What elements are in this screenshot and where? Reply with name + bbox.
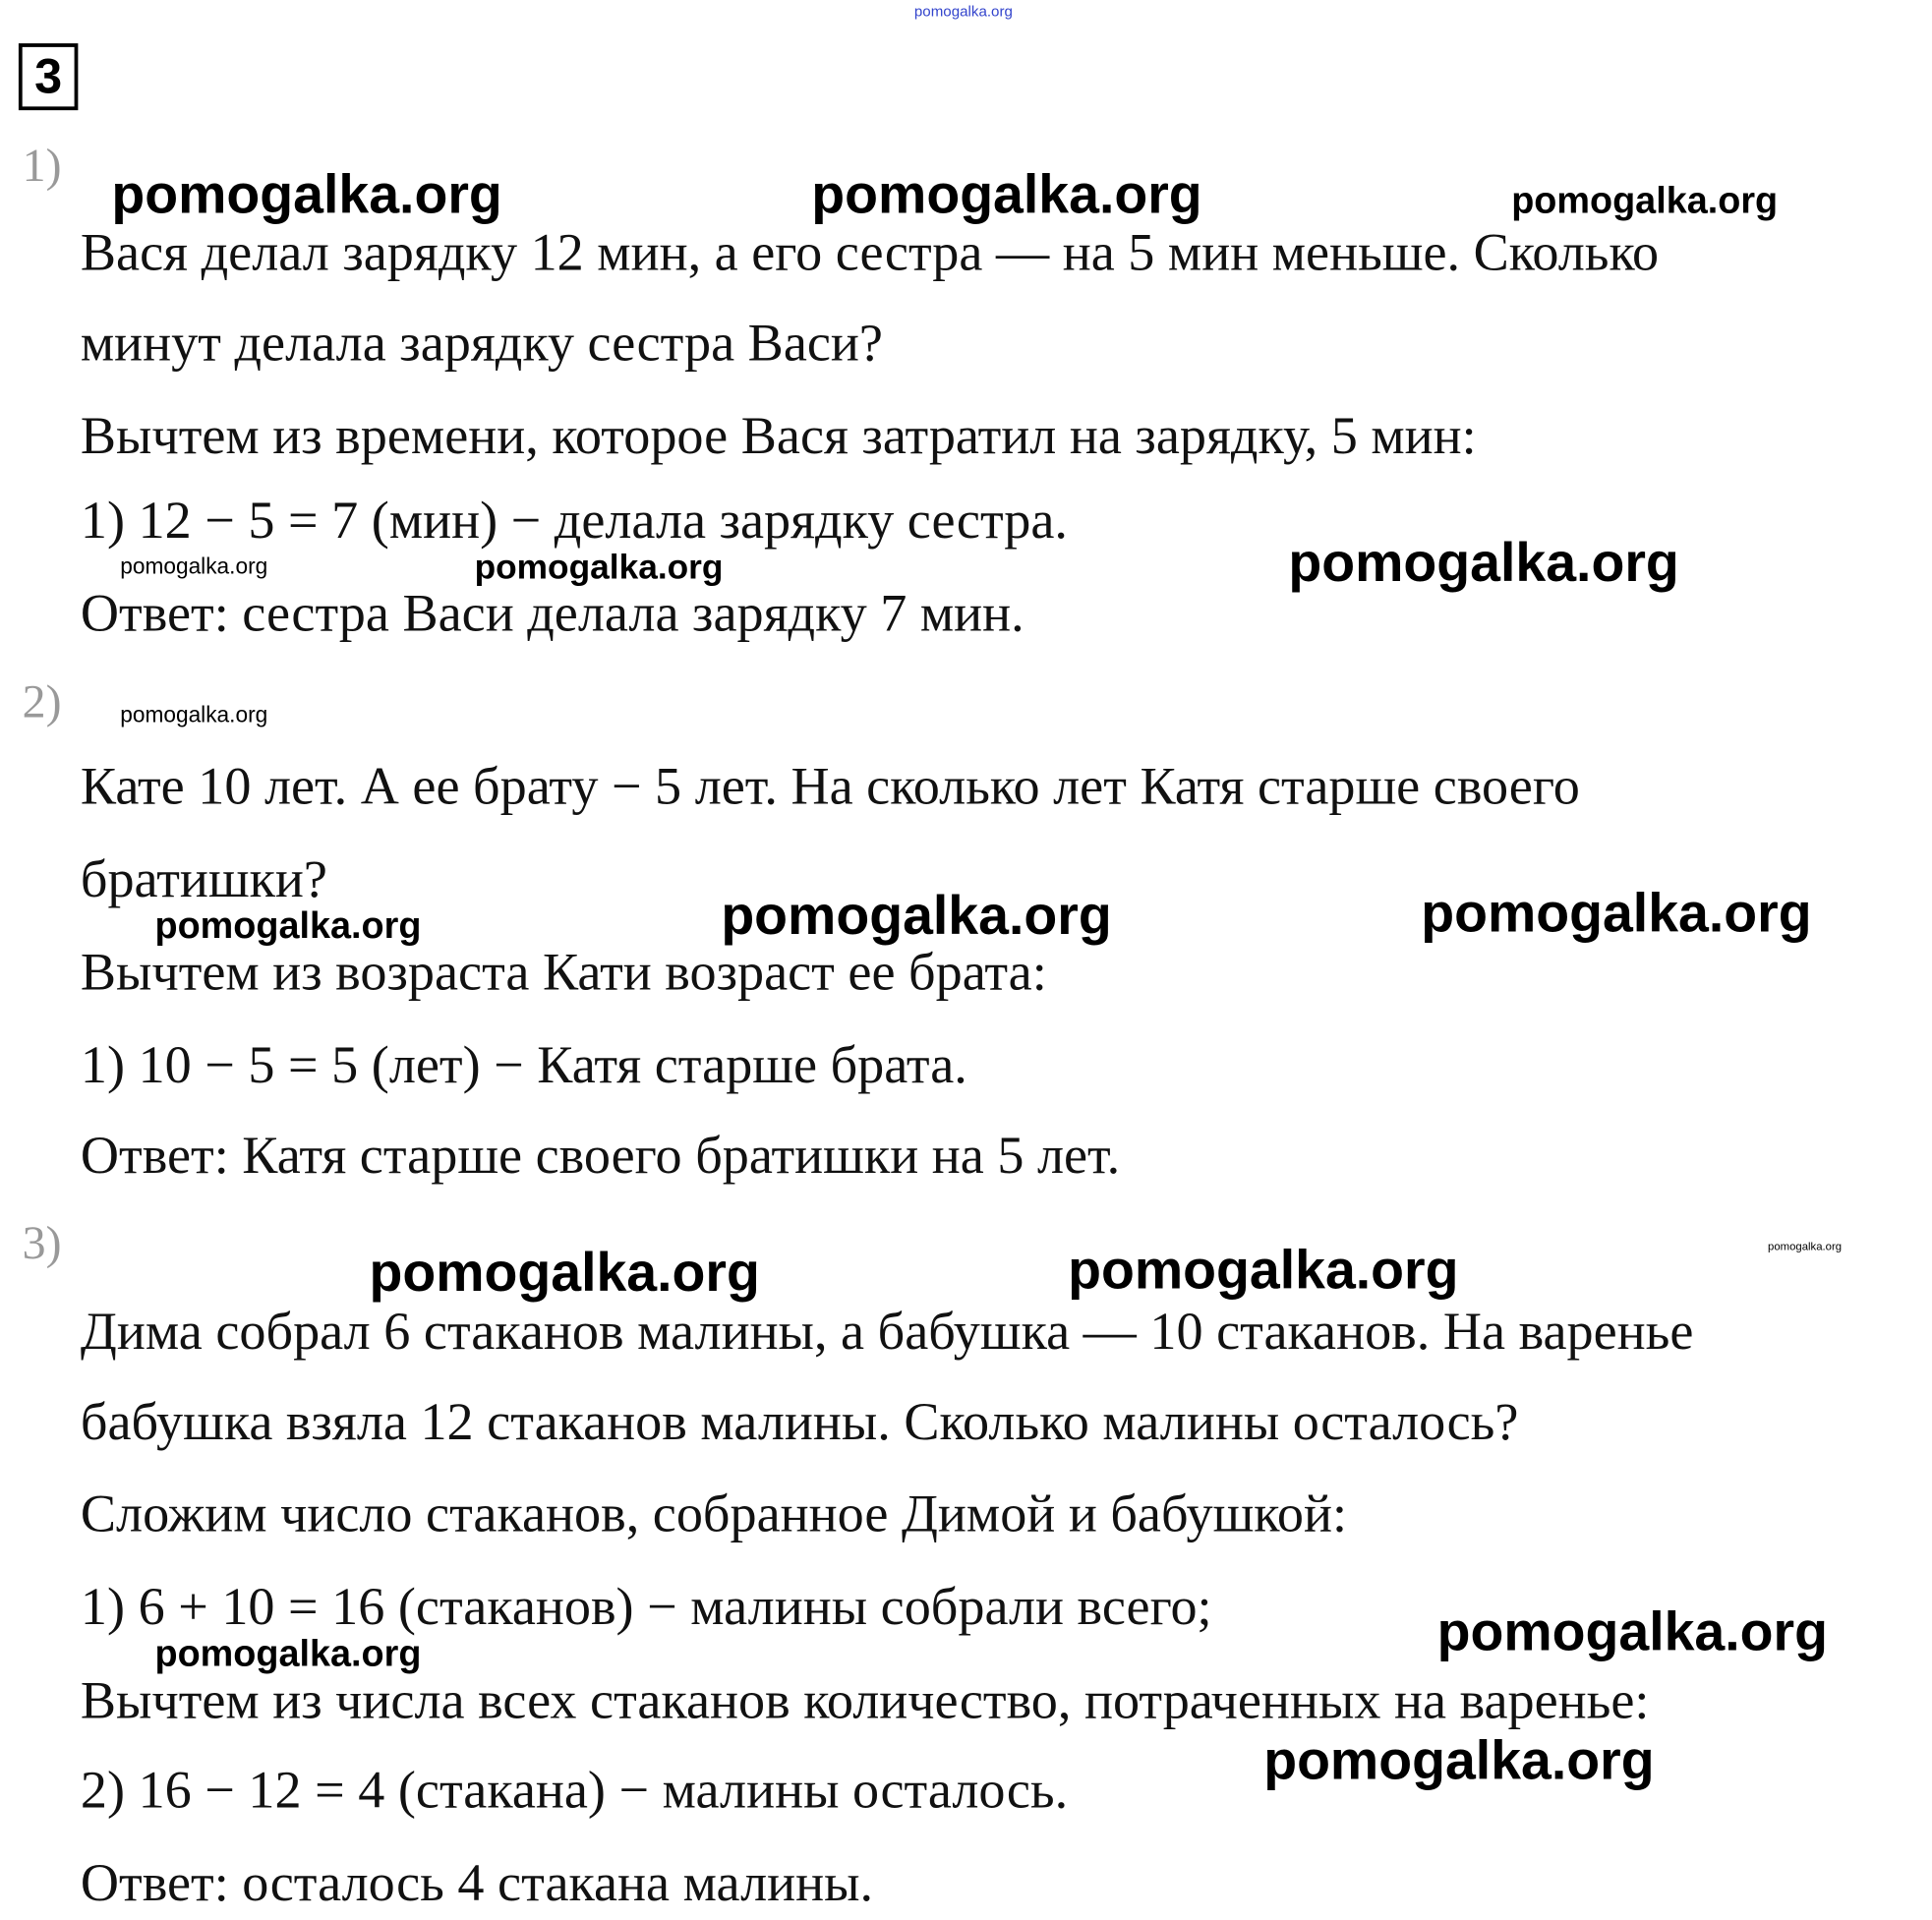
watermark: pomogalka.org — [811, 164, 1202, 226]
watermark: pomogalka.org — [369, 1242, 760, 1304]
watermark: pomogalka.org — [474, 547, 724, 586]
text-line: Вычтем из времени, которое Вася затратил на зарядку, 5 мин: — [80, 407, 1477, 466]
text-line: Ответ: осталось 4 стакана малины. — [80, 1854, 874, 1913]
watermark: pomogalka.org — [120, 702, 268, 727]
watermark: pomogalka.org — [1263, 1730, 1655, 1791]
watermark: pomogalka.org — [154, 1633, 422, 1675]
text-line: 1) 10 − 5 = 5 (лет) − Катя старше брата. — [80, 1036, 967, 1095]
watermark: pomogalka.org — [721, 885, 1112, 947]
text-line: бабушка взяла 12 стаканов малины. Сколько малины осталось? — [80, 1393, 1519, 1452]
watermark: pomogalka.org — [120, 553, 268, 579]
text-line: минут делала зарядку сестра Васи? — [80, 315, 883, 374]
text-line: Сложим число стаканов, собранное Димой и бабушкой: — [80, 1484, 1348, 1543]
site-link[interactable]: pomogalka.org — [913, 2, 1013, 21]
task-number: 3 — [19, 43, 78, 110]
text-line: 1) 12 − 5 = 7 (мин) − делала зарядку сестра. — [80, 492, 1068, 551]
watermark: pomogalka.org — [1068, 1240, 1459, 1301]
watermark: pomogalka.org — [111, 164, 502, 226]
text-line: Кате 10 лет. А ее брату − 5 лет. На сколько лет Катя старше своего — [80, 758, 1580, 817]
text-line: братишки? — [80, 850, 327, 909]
text-line: 2) 16 − 12 = 4 (стакана) − малины осталось. — [80, 1761, 1069, 1820]
text-line: Ответ: сестра Васи делала зарядку 7 мин. — [80, 584, 1025, 643]
watermark: pomogalka.org — [1436, 1601, 1828, 1662]
watermark: pomogalka.org — [1421, 883, 1812, 945]
text-line: Дима собрал 6 стаканов малины, а бабушка — 10 стаканов. На варенье — [80, 1303, 1694, 1362]
part-label: 1) — [22, 140, 62, 193]
part-label: 2) — [22, 675, 62, 728]
text-line: Вася делал зарядку 12 мин, а его сестра — на 5 мин меньше. Сколько — [80, 224, 1660, 283]
watermark: pomogalka.org — [1511, 180, 1779, 222]
part-label: 3) — [22, 1217, 62, 1270]
text-line: Вычтем из числа всех стаканов количество, потраченных на варенье: — [80, 1672, 1650, 1731]
watermark: pomogalka.org — [154, 905, 422, 947]
watermark: pomogalka.org — [1288, 532, 1679, 594]
watermark: pomogalka.org — [1768, 1240, 1843, 1252]
text-line: Вычтем из возраста Кати возраст ее брата: — [80, 944, 1047, 1003]
text-line: 1) 6 + 10 = 16 (стаканов) − малины собрали всего; — [80, 1578, 1212, 1637]
text-line: Ответ: Катя старше своего братишки на 5 лет. — [80, 1127, 1121, 1186]
